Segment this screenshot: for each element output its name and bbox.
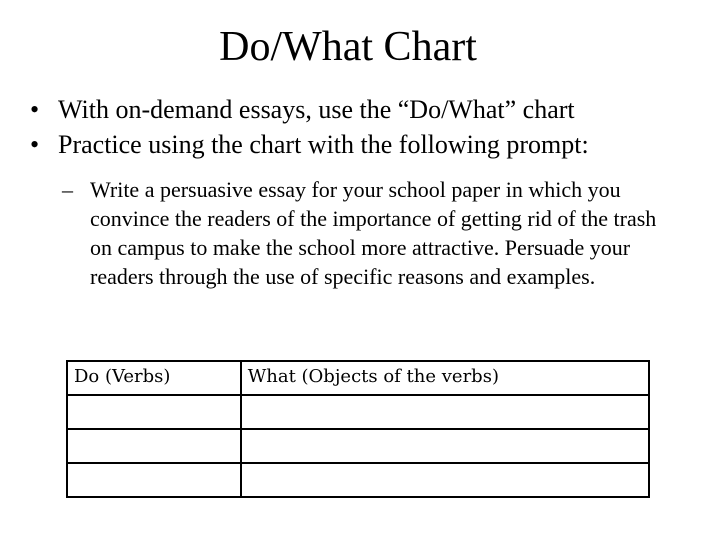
table-header-row: [67, 361, 649, 395]
bullet-text: Practice using the chart with the following prompt:: [58, 130, 589, 159]
slide-title: Do/What Chart: [219, 24, 477, 70]
table-cell-what[interactable]: [241, 395, 649, 429]
table-cell-what[interactable]: [241, 463, 649, 497]
table-row: [67, 463, 649, 497]
bullet-icon: •: [30, 130, 40, 159]
table-cell-do[interactable]: [67, 395, 241, 429]
bullet-item: [30, 127, 700, 162]
table-cell-what[interactable]: [241, 429, 649, 463]
table-cell-do[interactable]: [67, 463, 241, 497]
bullet-icon: •: [30, 95, 40, 124]
bullet-text: With on-demand essays, use the “Do/What” chart: [58, 95, 575, 124]
table-row: [67, 395, 649, 429]
header-do: Do (Verbs): [67, 361, 241, 395]
table-row: [67, 429, 649, 463]
bullet-list: [30, 92, 700, 162]
do-what-table: [66, 360, 650, 498]
dash-icon: –: [62, 177, 73, 202]
table-cell-do[interactable]: [67, 429, 241, 463]
prompt-text: Write a persuasive essay for your school paper in which you convince the readers of the importance of getting rid of the trash on campus to make the school more attractive. Persuade your readers through the use of specific reasons and examples.: [90, 177, 657, 289]
bullet-item: [30, 92, 700, 127]
header-what: What (Objects of the verbs): [241, 361, 649, 395]
